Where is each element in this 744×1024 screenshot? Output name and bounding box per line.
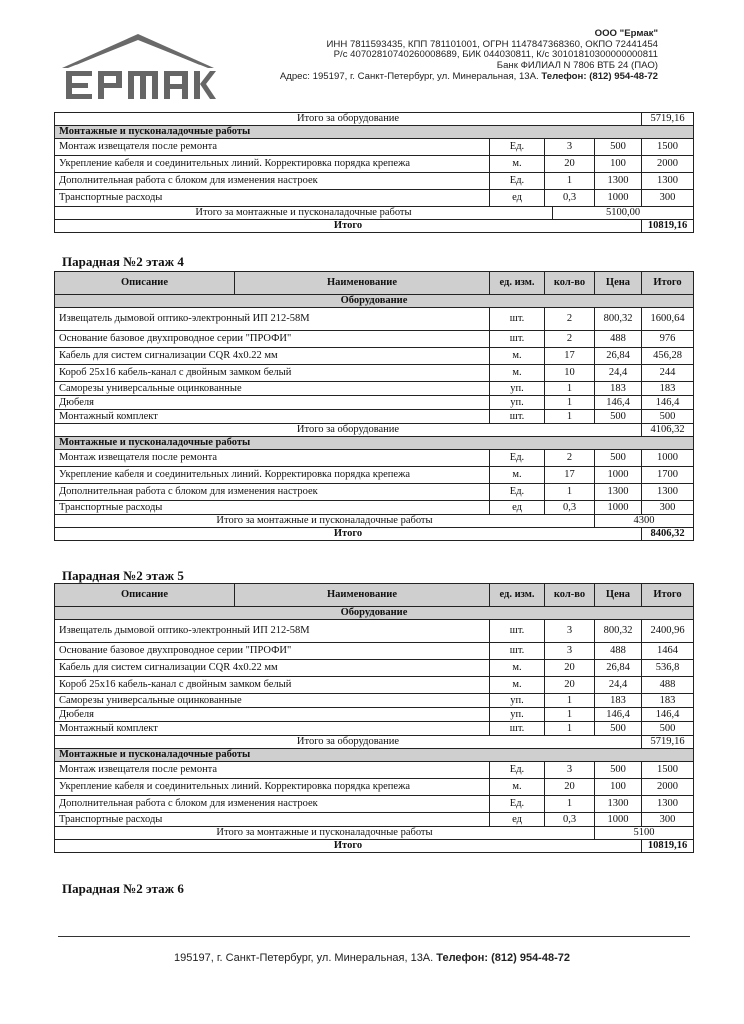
item-price: 1000	[595, 467, 642, 484]
item-unit: ед	[490, 190, 545, 207]
table-row	[55, 308, 694, 331]
item-unit: ед	[490, 813, 545, 827]
item-unit: Ед.	[490, 796, 545, 813]
item-price: 24,4	[595, 677, 642, 694]
item-name: Извещатель дымовой оптико-электронный ИП 212-58М	[55, 620, 490, 643]
item-price: 1300	[595, 484, 642, 501]
table-row	[55, 450, 694, 467]
item-name: Укрепление кабеля и соединительных линий. Корректировка порядка крепежа	[55, 467, 490, 484]
item-price: 100	[595, 156, 642, 173]
table-row	[55, 762, 694, 779]
item-qty: 1	[545, 382, 595, 396]
table-row	[55, 660, 694, 677]
section-title-floor6: Парадная №2 этаж 6	[62, 881, 184, 896]
works-total-value: 4300	[595, 515, 694, 528]
item-name: Дополнительная работа с блоком для изменения настроек	[55, 484, 490, 501]
equip-total-label: Итого за оборудование	[55, 736, 642, 749]
item-name: Монтаж извещателя после ремонта	[55, 450, 490, 467]
item-unit: уп.	[490, 694, 545, 708]
col-qty-header: кол-во	[545, 584, 595, 607]
col-price-header: Цена	[595, 584, 642, 607]
grand-total-label: Итого	[55, 840, 642, 853]
item-qty: 2	[545, 308, 595, 331]
item-name: Транспортные расходы	[55, 813, 490, 827]
item-name: Укрепление кабеля и соединительных линий. Корректировка порядка крепежа	[55, 156, 490, 173]
item-total: 976	[642, 331, 694, 348]
item-price: 800,32	[595, 308, 642, 331]
item-unit: м.	[490, 156, 545, 173]
table-row	[55, 139, 694, 156]
table-row	[55, 677, 694, 694]
item-total: 300	[642, 501, 694, 515]
works-total-value: 5100	[595, 827, 694, 840]
company-name: ООО "Ермак"	[594, 28, 658, 39]
item-name: Саморезы универсальные оцинкованные	[55, 382, 490, 396]
col-unit-header: ед. изм.	[490, 272, 545, 295]
col-desc-header: Описание	[55, 272, 235, 295]
item-price: 500	[595, 450, 642, 467]
table-row	[55, 173, 694, 190]
item-unit: Ед.	[490, 484, 545, 501]
table-row	[55, 365, 694, 382]
item-unit: м.	[490, 365, 545, 382]
item-unit: уп.	[490, 396, 545, 410]
item-name: Кабель для систем сигнализации CQR 4х0.22 мм	[55, 660, 490, 677]
item-qty: 1	[545, 410, 595, 424]
company-details	[280, 29, 658, 83]
works-total-value: 5100,00	[605, 207, 641, 218]
item-total: 1500	[642, 139, 694, 156]
equip-total-label: Итого за оборудование	[55, 113, 642, 126]
item-unit: ед	[490, 501, 545, 515]
item-name: Короб 25х16 кабель-канал с двойным замком белый	[55, 365, 490, 382]
item-price: 1300	[595, 173, 642, 190]
item-qty: 20	[545, 156, 595, 173]
equip-total-value: 5719,16	[642, 113, 694, 126]
item-total: 488	[642, 677, 694, 694]
col-name-header: Наименование	[235, 272, 490, 295]
item-qty: 1	[545, 708, 595, 722]
table-header-row	[55, 272, 694, 295]
item-unit: м.	[490, 467, 545, 484]
equipment-section-title: Оборудование	[55, 295, 694, 308]
item-unit: Ед.	[490, 139, 545, 156]
item-price: 500	[595, 410, 642, 424]
item-qty: 1	[545, 722, 595, 736]
item-qty: 1	[545, 173, 595, 190]
table-row	[55, 620, 694, 643]
item-name: Саморезы универсальные оцинкованные	[55, 694, 490, 708]
item-total: 300	[642, 190, 694, 207]
works-total-label: Итого за монтажные и пусконаладочные работы	[55, 207, 553, 219]
item-price: 100	[595, 779, 642, 796]
item-name: Дюбеля	[55, 396, 490, 410]
item-price: 1000	[595, 501, 642, 515]
col-total-header: Итого	[642, 272, 694, 295]
item-unit: шт.	[490, 331, 545, 348]
item-name: Короб 25х16 кабель-канал с двойным замком белый	[55, 677, 490, 694]
item-qty: 2	[545, 331, 595, 348]
grand-total-label: Итого	[55, 220, 642, 233]
item-name: Основание базовое двухпроводное серии "ПРОФИ"	[55, 331, 490, 348]
table-row	[55, 190, 694, 207]
equipment-section-title: Оборудование	[55, 607, 694, 620]
section-title-floor5: Парадная №2 этаж 5	[62, 568, 184, 583]
item-unit: м.	[490, 677, 545, 694]
footer-divider	[58, 936, 690, 937]
item-unit: шт.	[490, 308, 545, 331]
item-total: 500	[642, 410, 694, 424]
item-total: 183	[642, 694, 694, 708]
table-row	[55, 813, 694, 827]
section-title-floor4: Парадная №2 этаж 4	[62, 254, 184, 269]
grand-total-value: 10819,16	[642, 220, 694, 233]
item-total: 300	[642, 813, 694, 827]
item-price: 500	[595, 762, 642, 779]
item-unit: шт.	[490, 620, 545, 643]
item-price: 24,4	[595, 365, 642, 382]
works-total-label: Итого за монтажные и пусконаладочные работы	[55, 827, 595, 840]
col-unit-header: ед. изм.	[490, 584, 545, 607]
item-qty: 1	[545, 694, 595, 708]
item-qty: 1	[545, 484, 595, 501]
item-unit: м.	[490, 348, 545, 365]
item-qty: 20	[545, 677, 595, 694]
grand-total-label: Итого	[55, 528, 642, 541]
item-qty: 20	[545, 660, 595, 677]
item-unit: уп.	[490, 382, 545, 396]
item-price: 146,4	[595, 396, 642, 410]
table-row	[55, 708, 694, 722]
grand-total-value: 8406,32	[642, 528, 694, 541]
grand-total-value: 10819,16	[642, 840, 694, 853]
item-qty: 0,3	[545, 501, 595, 515]
floor4-table	[54, 271, 694, 541]
item-unit: Ед.	[490, 450, 545, 467]
item-price: 183	[595, 382, 642, 396]
works-section-title: Монтажные и пусконаладочные работы	[55, 749, 694, 762]
col-desc-header: Описание	[55, 584, 235, 607]
item-price: 146,4	[595, 708, 642, 722]
item-qty: 3	[545, 643, 595, 660]
item-name: Транспортные расходы	[55, 501, 490, 515]
item-qty: 1	[545, 396, 595, 410]
item-name: Укрепление кабеля и соединительных линий. Корректировка порядка крепежа	[55, 779, 490, 796]
table-row	[55, 694, 694, 708]
company-phone: Телефон: (812) 954-48-72	[541, 70, 658, 82]
floor5-table	[54, 583, 694, 853]
table-row	[55, 396, 694, 410]
item-total: 244	[642, 365, 694, 382]
item-qty: 17	[545, 348, 595, 365]
item-total: 1700	[642, 467, 694, 484]
table-row	[55, 348, 694, 365]
item-qty: 3	[545, 762, 595, 779]
footer-phone: Телефон: (812) 954-48-72	[436, 952, 570, 964]
table-row	[55, 410, 694, 424]
item-total: 1300	[642, 173, 694, 190]
item-total: 146,4	[642, 708, 694, 722]
item-qty: 10	[545, 365, 595, 382]
company-ids: ИНН 7811593435, КПП 781101001, ОГРН 1147847368360, ОКПО 72441454	[326, 38, 658, 50]
item-price: 26,84	[595, 660, 642, 677]
equip-total-value: 4106,32	[642, 424, 694, 437]
item-unit: Ед.	[490, 173, 545, 190]
col-total-header: Итого	[642, 584, 694, 607]
table-row	[55, 156, 694, 173]
item-unit: уп.	[490, 708, 545, 722]
item-name: Дополнительная работа с блоком для изменения настроек	[55, 796, 490, 813]
item-name: Монтаж извещателя после ремонта	[55, 762, 490, 779]
company-logo	[58, 28, 218, 102]
item-total: 536,8	[642, 660, 694, 677]
item-name: Дополнительная работа с блоком для изменения настроек	[55, 173, 490, 190]
item-qty: 0,3	[545, 190, 595, 207]
item-total: 2000	[642, 156, 694, 173]
item-total: 1300	[642, 796, 694, 813]
company-account: Р/с 40702810740260008689, БИК 044030811, К/с 30101810300000000811	[333, 49, 658, 61]
item-total: 1464	[642, 643, 694, 660]
table-row	[55, 779, 694, 796]
item-qty: 2	[545, 450, 595, 467]
table-row	[55, 722, 694, 736]
equip-total-label: Итого за оборудование	[55, 424, 642, 437]
table-header-row	[55, 584, 694, 607]
item-qty: 0,3	[545, 813, 595, 827]
item-price: 488	[595, 331, 642, 348]
col-name-header: Наименование	[235, 584, 490, 607]
item-price: 183	[595, 694, 642, 708]
company-address: Адрес: 195197, г. Санкт-Петербург, ул. Минеральная, 13А.	[279, 70, 539, 82]
item-name: Транспортные расходы	[55, 190, 490, 207]
company-bank: Банк ФИЛИАЛ N 7806 ВТБ 24 (ПАО)	[496, 60, 658, 72]
col-price-header: Цена	[595, 272, 642, 295]
table-row	[55, 484, 694, 501]
item-total: 1500	[642, 762, 694, 779]
item-unit: шт.	[490, 722, 545, 736]
item-name: Монтажный комплект	[55, 722, 490, 736]
table-row	[55, 331, 694, 348]
top-block-table	[54, 112, 694, 233]
table-row	[55, 501, 694, 515]
table-row	[55, 796, 694, 813]
item-unit: Ед.	[490, 762, 545, 779]
item-qty: 20	[545, 779, 595, 796]
item-price: 1300	[595, 796, 642, 813]
item-qty: 17	[545, 467, 595, 484]
works-section-title: Монтажные и пусконаладочные работы	[55, 126, 694, 139]
item-total: 146,4	[642, 396, 694, 410]
item-name: Дюбеля	[55, 708, 490, 722]
item-name: Основание базовое двухпроводное серии "ПРОФИ"	[55, 643, 490, 660]
footer-address: 195197, г. Санкт-Петербург, ул. Минеральная, 13А.	[174, 952, 434, 964]
item-price: 500	[595, 139, 642, 156]
item-name: Монтажный комплект	[55, 410, 490, 424]
table-row	[55, 467, 694, 484]
item-total: 500	[642, 722, 694, 736]
item-total: 183	[642, 382, 694, 396]
item-price: 26,84	[595, 348, 642, 365]
item-qty: 3	[545, 139, 595, 156]
item-total: 1000	[642, 450, 694, 467]
footer	[0, 952, 744, 964]
item-price: 500	[595, 722, 642, 736]
item-price: 1000	[595, 813, 642, 827]
item-unit: м.	[490, 660, 545, 677]
item-unit: м.	[490, 779, 545, 796]
item-total: 1600,64	[642, 308, 694, 331]
equip-total-value: 5719,16	[642, 736, 694, 749]
item-qty: 3	[545, 620, 595, 643]
item-total: 2400,96	[642, 620, 694, 643]
table-row	[55, 643, 694, 660]
item-total: 456,28	[642, 348, 694, 365]
item-total: 2000	[642, 779, 694, 796]
table-row	[55, 382, 694, 396]
item-price: 488	[595, 643, 642, 660]
item-unit: шт.	[490, 410, 545, 424]
col-qty-header: кол-во	[545, 272, 595, 295]
item-price: 800,32	[595, 620, 642, 643]
item-name: Монтаж извещателя после ремонта	[55, 139, 490, 156]
item-name: Кабель для систем сигнализации CQR 4х0.22 мм	[55, 348, 490, 365]
item-unit: шт.	[490, 643, 545, 660]
item-qty: 1	[545, 796, 595, 813]
works-section-title: Монтажные и пусконаладочные работы	[55, 437, 694, 450]
works-total-label: Итого за монтажные и пусконаладочные работы	[55, 515, 595, 528]
item-total: 1300	[642, 484, 694, 501]
item-name: Извещатель дымовой оптико-электронный ИП 212-58М	[55, 308, 490, 331]
item-price: 1000	[595, 190, 642, 207]
